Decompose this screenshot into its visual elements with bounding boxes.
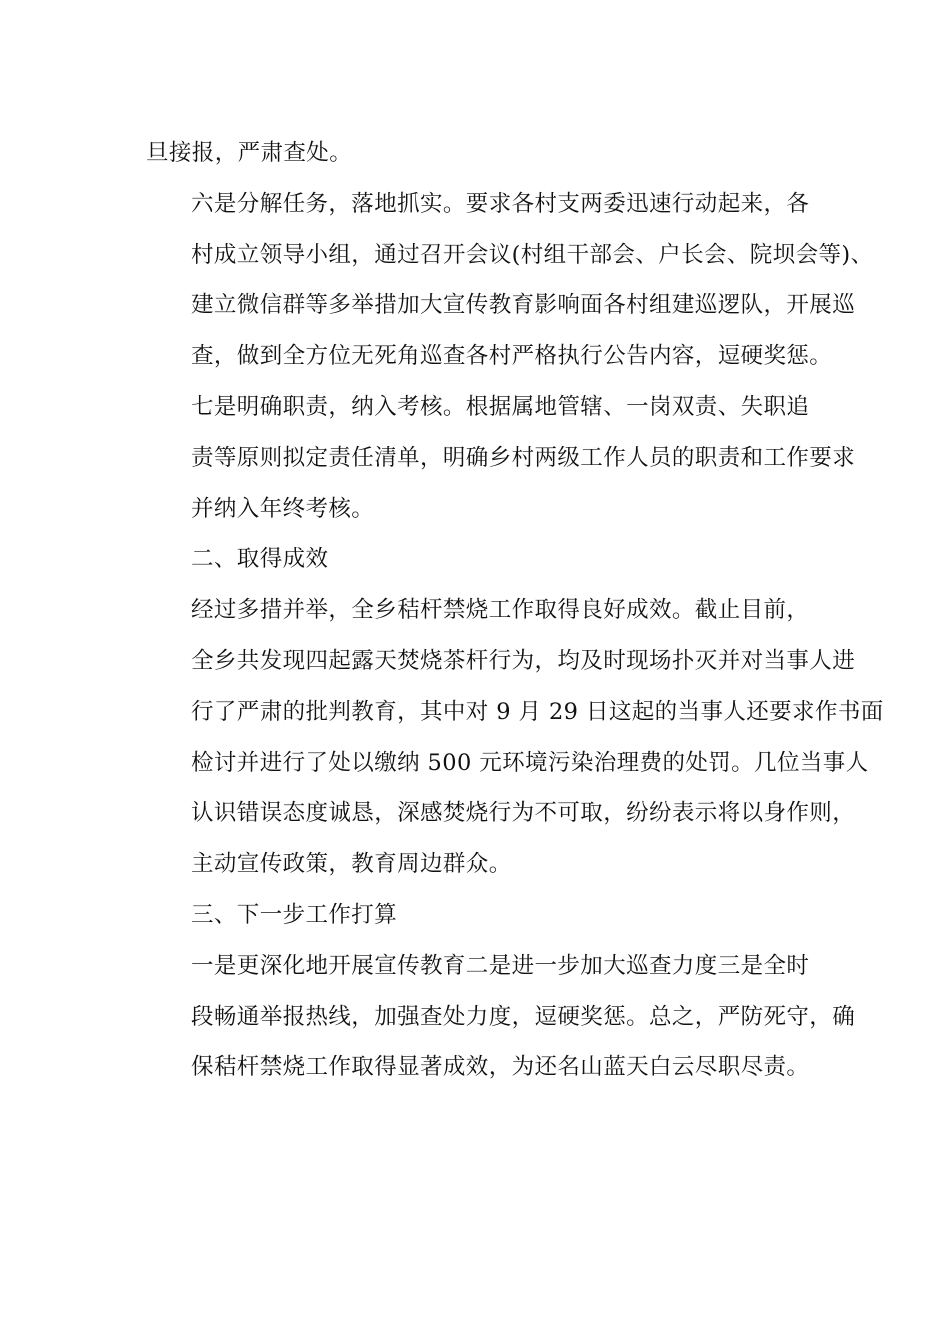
paragraph-continuation — [146, 128, 818, 179]
paragraph-results — [146, 585, 884, 890]
text-line: 段畅通举报热线，加强查处力度，逗硬奖惩。总之，严防死守，确 — [191, 1003, 856, 1030]
text-line: 主动宣传政策，教育周边群众。 — [191, 851, 512, 878]
heading-text: 三、下一步工作打算 — [191, 901, 398, 928]
text-line: 经过多措并举，全乡秸杆禁烧工作取得良好成效。截止目前， — [191, 597, 810, 624]
paragraph-next-steps — [146, 941, 856, 1093]
text-line: 六是分解任务，落地抓实。要求各村支两委迅速行动起来，各 — [191, 190, 810, 217]
heading-text: 二、取得成效 — [191, 546, 329, 573]
text-line: 检讨并进行了处以缴纳 500 元环境污染治理费的处罚。几位当事人 — [191, 749, 869, 776]
text-line: 查，做到全方位无死角巡查各村严格执行公告内容，逗硬奖惩。 — [191, 343, 833, 370]
text-line: 建立微信群等多举措加大宣传教育影响面各村组建巡逻队，开展巡 — [191, 292, 856, 319]
text-line: 一是更深化地开展宣传教育二是进一步加大巡查力度三是全时 — [191, 952, 810, 979]
text-line: 七是明确职责，纳入考核。根据属地管辖、一岗双责、失职追 — [191, 393, 810, 420]
document-body — [146, 128, 884, 1093]
paragraph-item-six — [146, 179, 874, 382]
text-line: 并纳入年终考核。 — [191, 495, 375, 522]
text-line: 认识错误态度诚恳，深感焚烧行为不可取，纷纷表示将以身作则， — [191, 800, 856, 827]
text-line: 旦接报，严肃查处。 — [146, 140, 353, 166]
text-line: 责等原则拟定责任清单，明确乡村两级工作人员的职责和工作要求 — [191, 444, 856, 471]
text-line: 保秸杆禁烧工作取得显著成效，为还名山蓝天白云尽职尽责。 — [191, 1054, 810, 1081]
text-line: 村成立领导小组，通过召开会议(村组干部会、户长会、院坝会等)、 — [191, 241, 874, 268]
text-line: 行了严肃的批判教育，其中对 9 月 29 日这起的当事人还要求作书面 — [191, 698, 884, 725]
section-heading-two — [146, 534, 818, 585]
paragraph-item-seven — [146, 382, 856, 534]
text-line: 全乡共发现四起露天焚烧茶杆行为，均及时现场扑灭并对当事人进 — [191, 647, 856, 674]
section-heading-three — [146, 890, 818, 941]
